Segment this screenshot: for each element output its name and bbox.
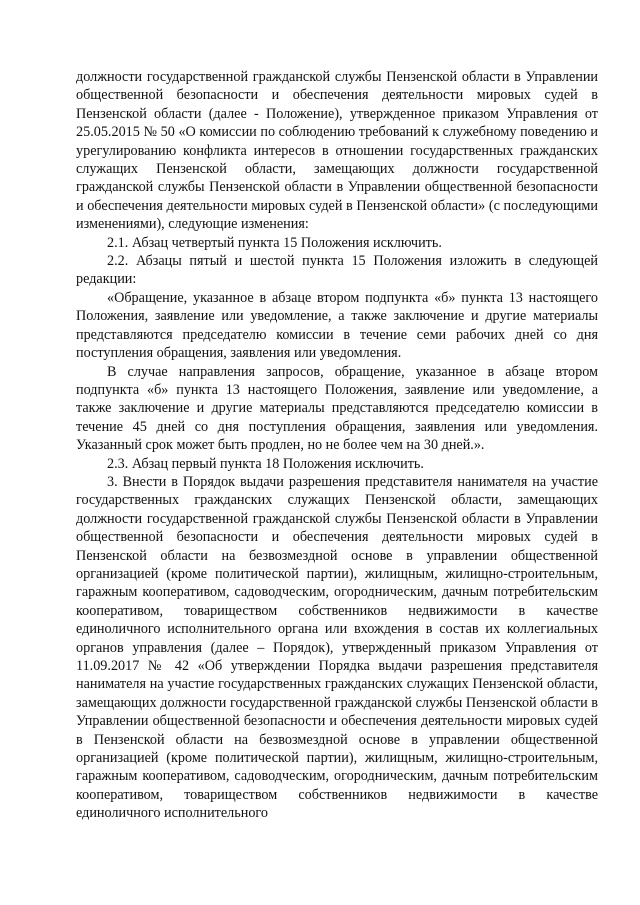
- paragraph-intro: должности государственной гражданской службы Пензенской области в Управлении общественной безопасности и обеспечения деятельности мировых судей в Пензенской области (далее - Положение), утвержденное приказом Управления от 25.05.2015 № 50 «О комиссии по соблюдению требований к служебному поведению и урегулированию конфликта интересов в отношении государственных гражданских служащих Пензенской области, замещающих должности государственной гражданской службы Пензенской области в Управлении общественной безопасности и обеспечения деятельности мировых судей в Пензенской области» (с последующими изменениями), следующие изменения:: [76, 69, 598, 233]
- paragraph-2-3: 2.3. Абзац первый пункта 18 Положения исключить.: [107, 455, 424, 472]
- paragraph-quote-2: В случае направления запросов, обращение, указанное в абзаце втором подпункта «б» пункта 13 настоящего Положения, заявление или уведомление, а также заключение и другие материалы представляются председателю комиссии в течение 45 дней со дня поступления обращения, заявления или уведомления. Указанный срок может быть продлен, но не более чем на 30 дней.».: [76, 363, 598, 454]
- paragraph-2-2: 2.2. Абзацы пятый и шестой пункта 15 Положения изложить в следующей редакции:: [76, 253, 598, 288]
- paragraph-quote-1: «Обращение, указанное в абзаце втором подпункта «б» пункта 13 настоящего Положения, заявление или уведомление, а также заключение и другие материалы представляются председателю комиссии в течение семи рабочих дней со дня поступления обращения, заявления или уведомления.: [76, 289, 598, 362]
- paragraph-2-1: 2.1. Абзац четвертый пункта 15 Положения исключить.: [107, 234, 442, 251]
- document-body: [76, 68, 598, 823]
- paragraph-3: 3. Внести в Порядок выдачи разрешения представителя нанимателя на участие государственных гражданских служащих Пензенской области, замещающих должности государственной гражданской службы Пензенской области в Управлении общественной безопасности и обеспечения деятельности мировых судей в Пензенской области на безвозмездной основе в управлении общественной организацией (кроме политической партии), жилищным, жилищно-строительным, гаражным кооперативом, садоводческим, огородническим, дачным потребительским кооперативом, товариществом собственников недвижимости в качестве единоличного исполнительного органа или вхождения в состав их коллегиальных органов управления (далее – Порядок), утвержденный приказом Управления от 11.09.2017 № 42 «Об утверждении Порядка выдачи разрешения представителя нанимателя на участие государственных гражданских служащих Пензенской области, замещающих должности государственной гражданской службы Пензенской области в Управлении общественной безопасности и обеспечения деятельности мировых судей в Пензенской области на безвозмездной основе в управлении общественной организацией (кроме политической партии), жилищным, жилищно-строительным, гаражным кооперативом, садоводческим, огородническим, дачным потребительским кооперативом, товариществом собственников недвижимости в качестве единоличного исполнительного: [76, 473, 598, 822]
